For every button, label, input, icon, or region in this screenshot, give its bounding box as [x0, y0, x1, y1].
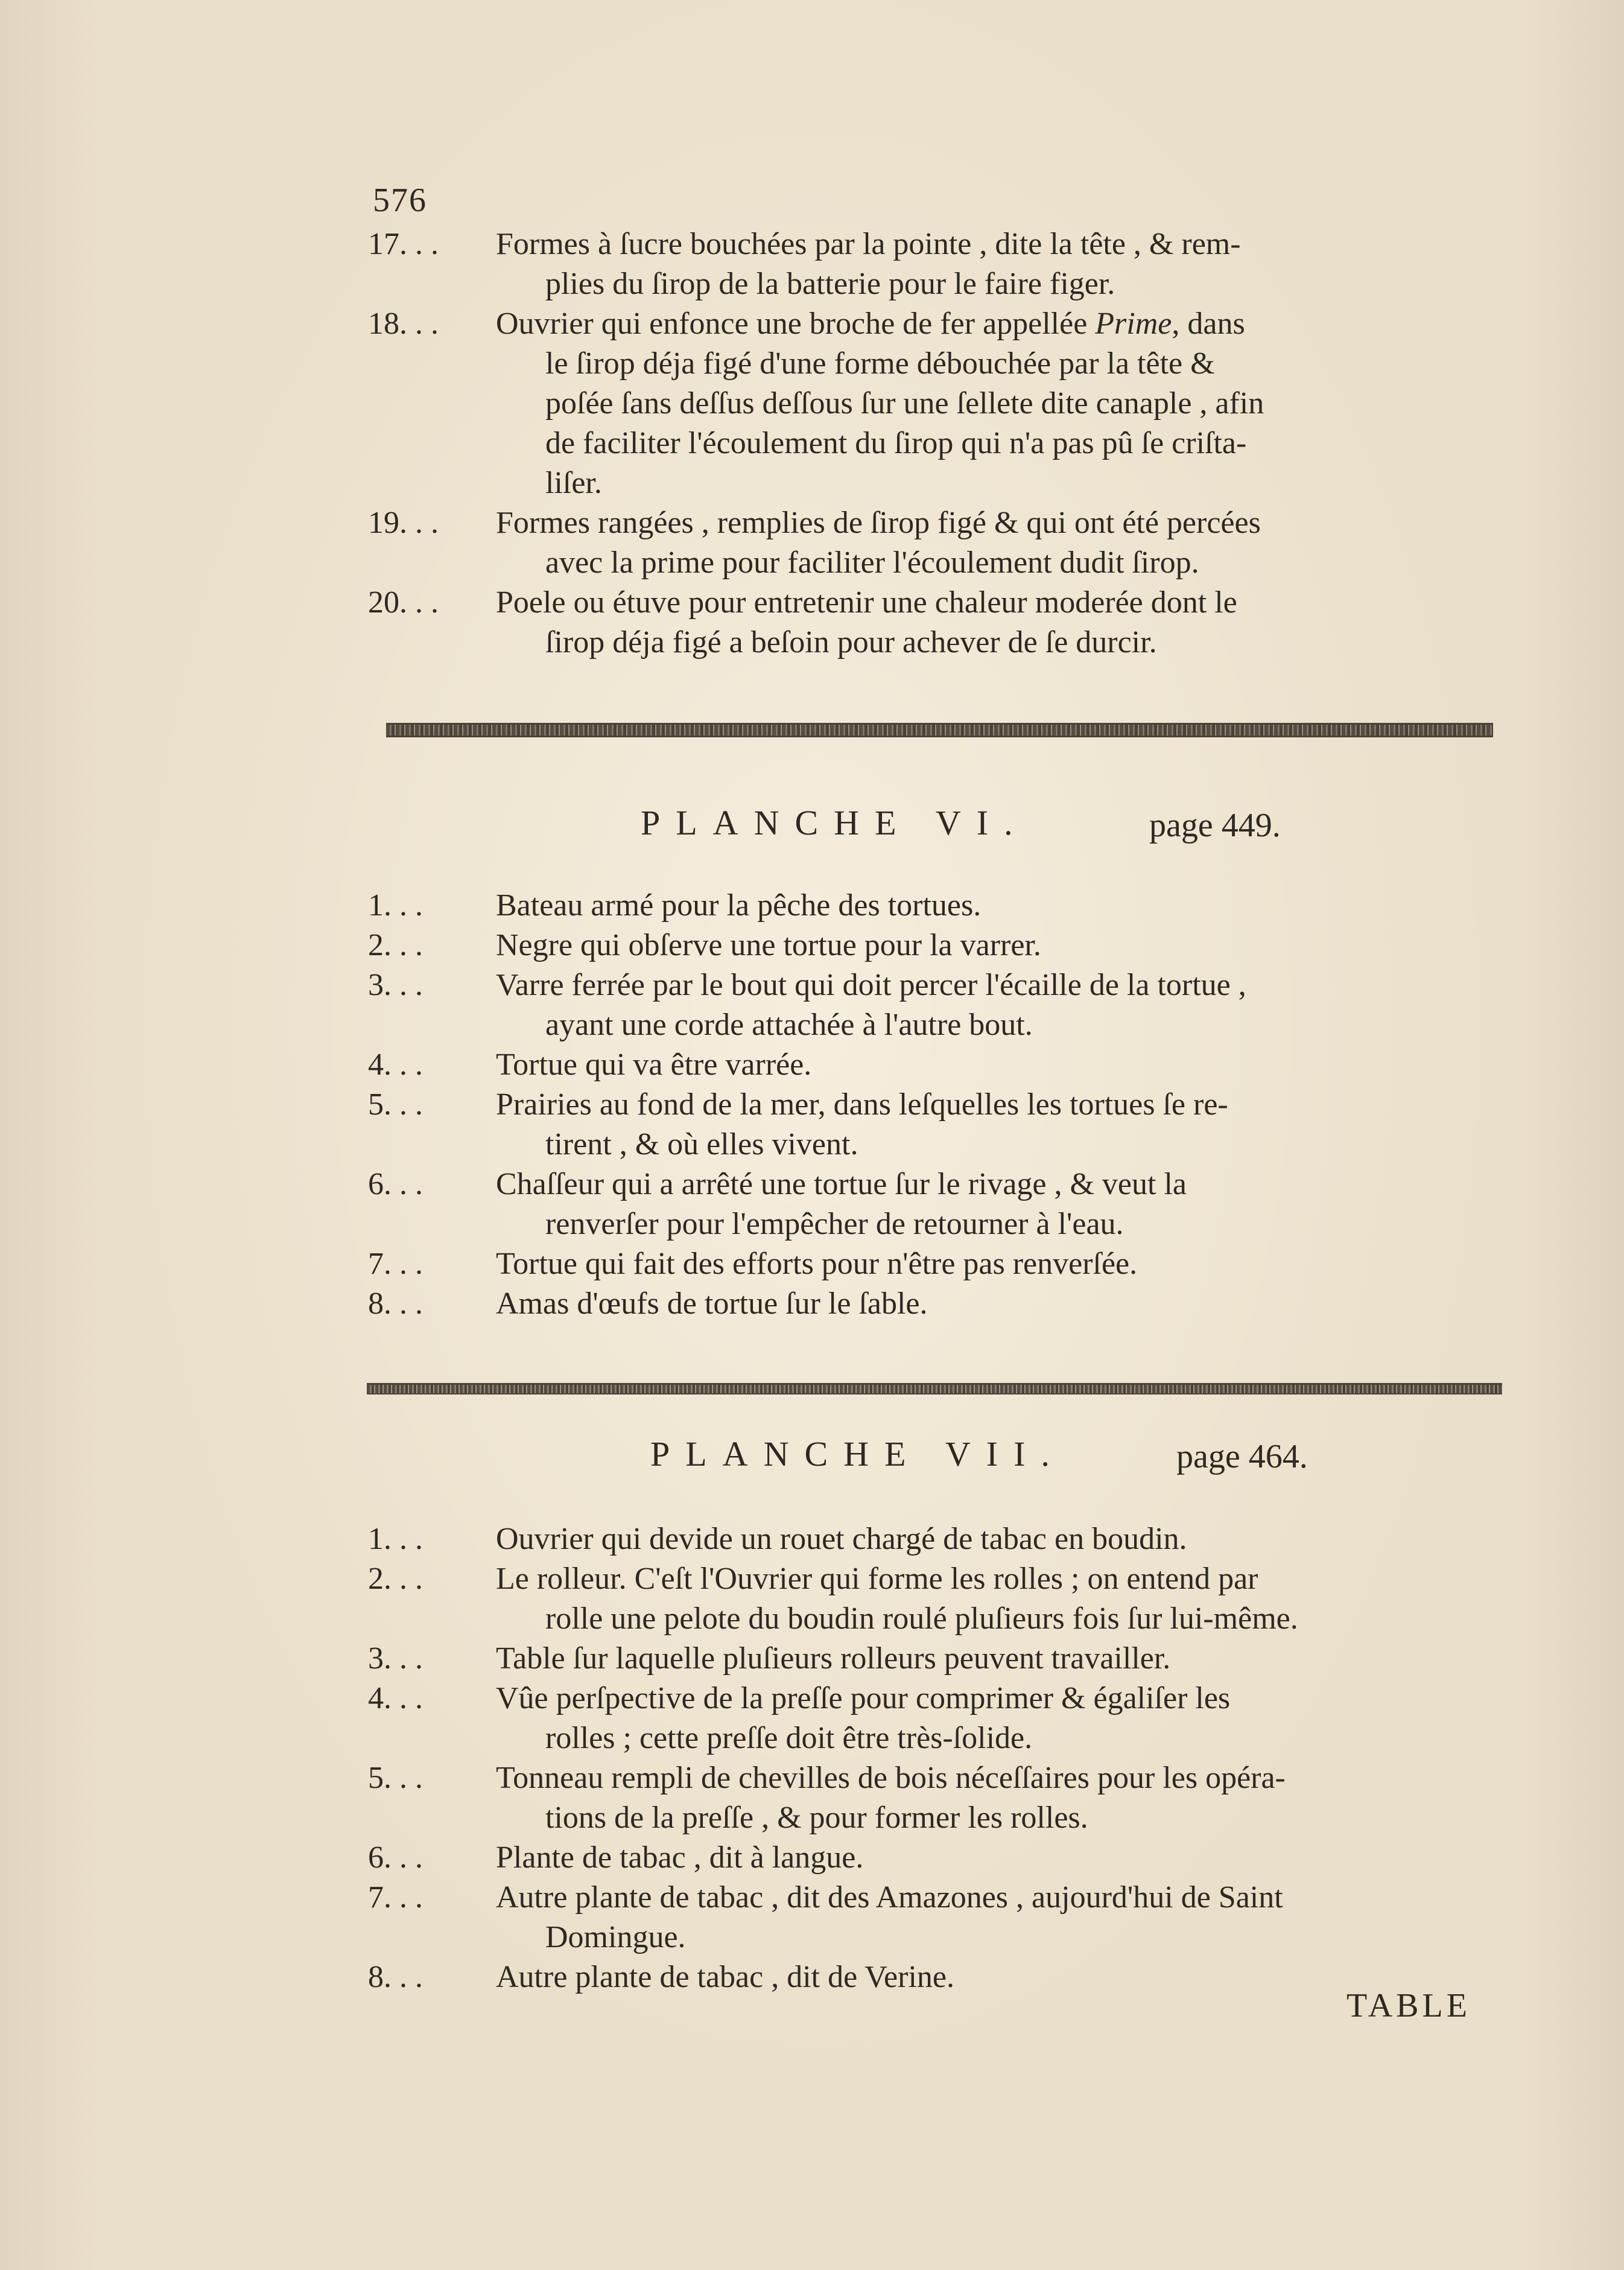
entry-number: 7. . .	[368, 1880, 423, 1915]
list-item	[0, 1878, 1624, 1957]
list-item	[0, 1758, 1624, 1838]
entry-text: plies du ſirop de la batterie pour le faire figer.	[545, 267, 1115, 301]
list-item	[0, 926, 1624, 965]
entry-text: liſer.	[545, 466, 602, 500]
entry-text: poſée ſans deſſus deſſous ſur une ſellete dite canaple , afin	[545, 386, 1264, 421]
entry-text: Vûe perſpective de la preſſe pour comprimer & égaliſer les	[496, 1681, 1231, 1715]
entry-text: tirent , & où elles vivent.	[545, 1127, 858, 1162]
entry-number: 6. . .	[368, 1840, 423, 1875]
list-item	[0, 1639, 1624, 1679]
section-heading: PLANCHE VI.	[641, 803, 1029, 842]
entry-text: Tonneau rempli de chevilles de bois néceſſaires pour les opéra-	[496, 1761, 1286, 1795]
entry-text: Domingue.	[545, 1920, 686, 1954]
planche-vi-entries	[0, 886, 1624, 1324]
entry-text: rolles ; cette preſſe doit être très-ſolide.	[545, 1721, 1033, 1755]
entry-text: Plante de tabac , dit à langue.	[496, 1840, 864, 1875]
entry-number: 5. . .	[368, 1761, 423, 1795]
section-page-ref: page 449.	[1149, 807, 1281, 844]
entry-text: Table ſur laquelle pluſieurs rolleurs peuvent travailler.	[496, 1641, 1171, 1676]
ornamental-rule	[367, 1383, 1502, 1394]
planche-vii-entries	[0, 1519, 1624, 1997]
entry-number: 7. . .	[368, 1247, 423, 1281]
list-item	[0, 1244, 1624, 1284]
list-item	[0, 583, 1624, 663]
list-item	[0, 1679, 1624, 1758]
entry-text: Formes à ſucre bouchées par la pointe , dite la tête , & rem-	[496, 227, 1241, 261]
entry-number: 4. . .	[368, 1048, 423, 1082]
continued-entries	[0, 224, 1624, 663]
catchword: TABLE	[1346, 1987, 1471, 2024]
entry-number: 8. . .	[368, 1286, 423, 1321]
entry-number: 1. . .	[368, 1522, 423, 1556]
entry-text: ayant une corde attachée à l'autre bout.	[545, 1008, 1033, 1042]
entry-number: 20. . .	[368, 585, 439, 620]
entry-number: 6. . .	[368, 1167, 423, 1201]
ornamental-rule	[386, 723, 1493, 737]
entry-text: avec la prime pour faciliter l'écoulement dudit ſirop.	[545, 545, 1199, 580]
entry-number: 3. . .	[368, 1641, 423, 1676]
section-heading: PLANCHE VII.	[650, 1434, 1065, 1474]
entry-text: Amas d'œufs de tortue ſur le ſable.	[496, 1286, 928, 1321]
entry-text: Le rolleur. C'eſt l'Ouvrier qui forme les rolles ; on entend par	[496, 1562, 1258, 1596]
entry-text: Ouvrier qui devide un rouet chargé de tabac en boudin.	[496, 1522, 1187, 1556]
page-number: 576	[373, 182, 427, 219]
entry-number: 3. . .	[368, 968, 423, 1002]
list-item	[0, 1519, 1624, 1559]
list-item	[0, 1838, 1624, 1878]
entry-number: 2. . .	[368, 928, 423, 962]
entry-text: tions de la preſſe , & pour former les rolles.	[545, 1801, 1088, 1835]
entry-text: Chaſſeur qui a arrêté une tortue ſur le rivage , & veut la	[496, 1167, 1187, 1201]
entry-text: rolle une pelote du boudin roulé pluſieurs fois ſur lui-même.	[545, 1601, 1298, 1636]
entry-text: , dans	[1172, 307, 1245, 341]
entry-number: 1. . .	[368, 888, 423, 923]
list-item	[0, 503, 1624, 583]
entry-text: Ouvrier qui enfonce une broche de fer appellée	[496, 307, 1096, 341]
entry-text: Autre plante de tabac , dit de Verine.	[496, 1960, 954, 1994]
list-item	[0, 304, 1624, 503]
entry-text: Negre qui obſerve une tortue pour la varrer.	[496, 928, 1041, 962]
entry-text: de faciliter l'écoulement du ſirop qui n'a pas pû ſe criſta-	[545, 426, 1247, 460]
entry-text: Tortue qui va être varrée.	[496, 1048, 812, 1082]
entry-number: 4. . .	[368, 1681, 423, 1715]
list-item	[0, 1559, 1624, 1639]
entry-text: Formes rangées , remplies de ſirop figé & qui ont été percées	[496, 506, 1261, 540]
entry-text: renverſer pour l'empêcher de retourner à l'eau.	[545, 1207, 1124, 1241]
entry-text: Prairies au fond de la mer, dans leſquelles les tortues ſe re-	[496, 1087, 1228, 1122]
entry-text: ſirop déja figé a beſoin pour achever de ſe durcir.	[545, 625, 1157, 660]
entry-text-italic: Prime	[1095, 307, 1172, 341]
entry-text: Tortue qui fait des efforts pour n'être pas renverſée.	[496, 1247, 1138, 1281]
entry-number: 17. . .	[368, 227, 439, 261]
entry-number: 5. . .	[368, 1087, 423, 1122]
entry-number: 18. . .	[368, 307, 439, 341]
list-item	[0, 886, 1624, 926]
entry-number: 19. . .	[368, 506, 439, 540]
entry-text: le ſirop déja figé d'une forme débouchée par la tête &	[545, 346, 1215, 381]
list-item	[0, 965, 1624, 1045]
entry-number: 2. . .	[368, 1562, 423, 1596]
list-item	[0, 1085, 1624, 1165]
entry-text: Bateau armé pour la pêche des tortues.	[496, 888, 982, 923]
list-item	[0, 1045, 1624, 1085]
section-page-ref: page 464.	[1176, 1438, 1308, 1475]
entry-text: Poele ou étuve pour entretenir une chaleur moderée dont le	[496, 585, 1237, 620]
entry-text: Autre plante de tabac , dit des Amazones , aujourd'hui de Saint	[496, 1880, 1283, 1915]
list-item	[0, 1284, 1624, 1324]
entry-text: Varre ferrée par le bout qui doit percer l'écaille de la tortue ,	[496, 968, 1246, 1002]
entry-number: 8. . .	[368, 1960, 423, 1994]
list-item	[0, 224, 1624, 304]
list-item	[0, 1165, 1624, 1244]
